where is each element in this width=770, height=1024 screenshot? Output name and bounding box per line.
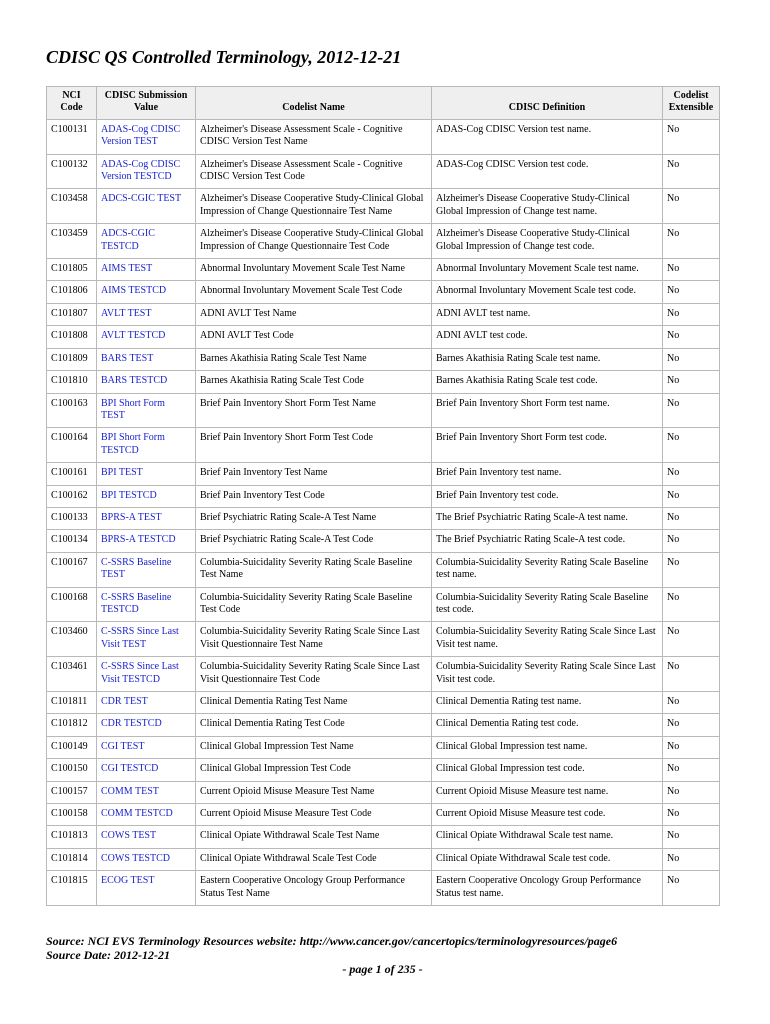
definition-cell: The Brief Psychiatric Rating Scale-A test name. [432, 507, 663, 529]
extensible-cell: No [663, 714, 720, 736]
codelist-name-cell: ADNI AVLT Test Code [196, 326, 432, 348]
table-row [47, 326, 720, 348]
nci-code-cell: C101805 [47, 259, 97, 281]
table-row [47, 224, 720, 259]
definition-cell: Abnormal Involuntary Movement Scale test name. [432, 259, 663, 281]
extensible-cell: No [663, 507, 720, 529]
codelist-name-cell: Clinical Global Impression Test Code [196, 759, 432, 781]
codelist-name-cell: Columbia-Suicidality Severity Rating Scale Since Last Visit Questionnaire Test Code [196, 657, 432, 692]
table-row [47, 507, 720, 529]
definition-cell: Columbia-Suicidality Severity Rating Scale Since Last Visit test code. [432, 657, 663, 692]
codelist-name-cell: Abnormal Involuntary Movement Scale Test Name [196, 259, 432, 281]
definition-cell: The Brief Psychiatric Rating Scale-A test code. [432, 530, 663, 552]
codelist-name-cell: Columbia-Suicidality Severity Rating Scale Baseline Test Name [196, 552, 432, 587]
definition-cell: Brief Pain Inventory Short Form test name. [432, 393, 663, 428]
header-codelist-extensible: Codelist Extensible [663, 87, 720, 120]
definition-cell: Brief Pain Inventory test name. [432, 463, 663, 485]
page-number: - page 1 of 235 - [342, 962, 423, 976]
table-header-row [47, 87, 720, 120]
nci-code-cell: C103461 [47, 657, 97, 692]
submission-value-link[interactable]: BPRS-A TESTCD [97, 530, 196, 552]
codelist-name-cell: Alzheimer's Disease Cooperative Study-Clinical Global Impression of Change Questionnaire Test Name [196, 189, 432, 224]
nci-code-cell: C101812 [47, 714, 97, 736]
definition-cell: Current Opioid Misuse Measure test name. [432, 781, 663, 803]
codelist-name-cell: Clinical Dementia Rating Test Code [196, 714, 432, 736]
submission-value-link[interactable]: AVLT TESTCD [97, 326, 196, 348]
table-row [47, 736, 720, 758]
definition-cell: ADNI AVLT test name. [432, 303, 663, 325]
codelist-name-cell: Clinical Opiate Withdrawal Scale Test Code [196, 848, 432, 870]
footer-source: Source: NCI EVS Terminology Resources website: http://www.cancer.gov/cancertopics/terminologyresources/page6 [46, 934, 618, 948]
nci-code-cell: C100131 [47, 119, 97, 154]
submission-value-link[interactable]: BPI Short Form TESTCD [97, 428, 196, 463]
extensible-cell: No [663, 622, 720, 657]
table-row [47, 463, 720, 485]
submission-value-link[interactable]: AIMS TEST [97, 259, 196, 281]
codelist-name-cell: Current Opioid Misuse Measure Test Code [196, 804, 432, 826]
codelist-name-cell: Clinical Dementia Rating Test Name [196, 692, 432, 714]
table-row [47, 692, 720, 714]
table-row [47, 428, 720, 463]
nci-code-cell: C100163 [47, 393, 97, 428]
submission-value-link[interactable]: BPI Short Form TEST [97, 393, 196, 428]
nci-code-cell: C100161 [47, 463, 97, 485]
codelist-name-cell: Abnormal Involuntary Movement Scale Test Code [196, 281, 432, 303]
definition-cell: Columbia-Suicidality Severity Rating Scale Since Last Visit test name. [432, 622, 663, 657]
definition-cell: Clinical Global Impression test code. [432, 759, 663, 781]
codelist-name-cell: Alzheimer's Disease Assessment Scale - Cognitive CDISC Version Test Code [196, 154, 432, 189]
codelist-name-cell: Columbia-Suicidality Severity Rating Scale Since Last Visit Questionnaire Test Name [196, 622, 432, 657]
definition-cell: Brief Pain Inventory test code. [432, 485, 663, 507]
extensible-cell: No [663, 348, 720, 370]
codelist-name-cell: Alzheimer's Disease Assessment Scale - Cognitive CDISC Version Test Name [196, 119, 432, 154]
table-row [47, 871, 720, 906]
definition-cell: Abnormal Involuntary Movement Scale test code. [432, 281, 663, 303]
table-row [47, 759, 720, 781]
extensible-cell: No [663, 119, 720, 154]
submission-value-link[interactable]: CDR TESTCD [97, 714, 196, 736]
nci-code-cell: C101813 [47, 826, 97, 848]
nci-code-cell: C101815 [47, 871, 97, 906]
submission-value-link[interactable]: C-SSRS Since Last Visit TESTCD [97, 657, 196, 692]
submission-value-link[interactable]: BARS TEST [97, 348, 196, 370]
nci-code-cell: C100167 [47, 552, 97, 587]
table-row [47, 530, 720, 552]
extensible-cell: No [663, 326, 720, 348]
codelist-name-cell: Brief Psychiatric Rating Scale-A Test Name [196, 507, 432, 529]
submission-value-link[interactable]: C-SSRS Baseline TEST [97, 552, 196, 587]
table-row [47, 281, 720, 303]
definition-cell: Barnes Akathisia Rating Scale test code. [432, 371, 663, 393]
table-row [47, 657, 720, 692]
definition-cell: ADNI AVLT test code. [432, 326, 663, 348]
extensible-cell: No [663, 428, 720, 463]
codelist-name-cell: Clinical Global Impression Test Name [196, 736, 432, 758]
definition-cell: Barnes Akathisia Rating Scale test name. [432, 348, 663, 370]
extensible-cell: No [663, 848, 720, 870]
nci-code-cell: C100168 [47, 587, 97, 622]
table-row [47, 781, 720, 803]
extensible-cell: No [663, 303, 720, 325]
nci-code-cell: C100133 [47, 507, 97, 529]
table-row [47, 622, 720, 657]
submission-value-link[interactable]: ADCS-CGIC TESTCD [97, 224, 196, 259]
table-row [47, 587, 720, 622]
extensible-cell: No [663, 781, 720, 803]
extensible-cell: No [663, 759, 720, 781]
definition-cell: Eastern Cooperative Oncology Group Performance Status test name. [432, 871, 663, 906]
nci-code-cell: C103459 [47, 224, 97, 259]
table-row [47, 393, 720, 428]
nci-code-cell: C101811 [47, 692, 97, 714]
extensible-cell: No [663, 224, 720, 259]
codelist-name-cell: Brief Pain Inventory Test Name [196, 463, 432, 485]
page-footer [46, 934, 719, 976]
header-cdisc-definition: CDISC Definition [432, 87, 663, 120]
submission-value-link[interactable]: BPI TESTCD [97, 485, 196, 507]
definition-cell: ADAS-Cog CDISC Version test code. [432, 154, 663, 189]
definition-cell: ADAS-Cog CDISC Version test name. [432, 119, 663, 154]
extensible-cell: No [663, 826, 720, 848]
definition-cell: Alzheimer's Disease Cooperative Study-Clinical Global Impression of Change test code. [432, 224, 663, 259]
extensible-cell: No [663, 393, 720, 428]
nci-code-cell: C101810 [47, 371, 97, 393]
submission-value-link[interactable]: BPI TEST [97, 463, 196, 485]
submission-value-link[interactable]: ECOG TEST [97, 871, 196, 906]
table-row [47, 154, 720, 189]
nci-code-cell: C101806 [47, 281, 97, 303]
definition-cell: Alzheimer's Disease Cooperative Study-Clinical Global Impression of Change test name. [432, 189, 663, 224]
submission-value-link[interactable]: COWS TEST [97, 826, 196, 848]
definition-cell: Clinical Opiate Withdrawal Scale test code. [432, 848, 663, 870]
codelist-name-cell: Current Opioid Misuse Measure Test Name [196, 781, 432, 803]
submission-value-link[interactable]: COWS TESTCD [97, 848, 196, 870]
extensible-cell: No [663, 281, 720, 303]
page-title: CDISC QS Controlled Terminology, 2012-12-21 [46, 47, 402, 67]
nci-code-cell: C100162 [47, 485, 97, 507]
table-row [47, 119, 720, 154]
nci-code-cell: C100158 [47, 804, 97, 826]
submission-value-link[interactable]: BPRS-A TEST [97, 507, 196, 529]
codelist-name-cell: Clinical Opiate Withdrawal Scale Test Name [196, 826, 432, 848]
table-row [47, 303, 720, 325]
submission-value-link[interactable]: ADCS-CGIC TEST [97, 189, 196, 224]
definition-cell: Brief Pain Inventory Short Form test code. [432, 428, 663, 463]
nci-code-cell: C100149 [47, 736, 97, 758]
nci-code-cell: C100132 [47, 154, 97, 189]
definition-cell: Clinical Global Impression test name. [432, 736, 663, 758]
table-body [47, 119, 720, 905]
nci-code-cell: C101807 [47, 303, 97, 325]
codelist-name-cell: Barnes Akathisia Rating Scale Test Code [196, 371, 432, 393]
extensible-cell: No [663, 552, 720, 587]
submission-value-link[interactable]: BARS TESTCD [97, 371, 196, 393]
extensible-cell: No [663, 189, 720, 224]
nci-code-cell: C100164 [47, 428, 97, 463]
definition-cell: Clinical Dementia Rating test name. [432, 692, 663, 714]
nci-code-cell: C100150 [47, 759, 97, 781]
table-row [47, 804, 720, 826]
definition-cell: Clinical Opiate Withdrawal Scale test name. [432, 826, 663, 848]
table-row [47, 826, 720, 848]
submission-value-link[interactable]: COMM TESTCD [97, 804, 196, 826]
nci-code-cell: C101808 [47, 326, 97, 348]
table-row [47, 259, 720, 281]
extensible-cell: No [663, 587, 720, 622]
footer-source-date: Source Date: 2012-12-21 [46, 948, 170, 962]
codelist-name-cell: Alzheimer's Disease Cooperative Study-Clinical Global Impression of Change Questionnaire Test Code [196, 224, 432, 259]
table-row [47, 714, 720, 736]
submission-value-link[interactable]: C-SSRS Since Last Visit TEST [97, 622, 196, 657]
header-nci-code: NCI Code [47, 87, 97, 120]
extensible-cell: No [663, 692, 720, 714]
extensible-cell: No [663, 736, 720, 758]
nci-code-cell: C100134 [47, 530, 97, 552]
submission-value-link[interactable]: AIMS TESTCD [97, 281, 196, 303]
nci-code-cell: C100157 [47, 781, 97, 803]
nci-code-cell: C103458 [47, 189, 97, 224]
terminology-table [46, 86, 720, 906]
codelist-name-cell: Eastern Cooperative Oncology Group Performance Status Test Name [196, 871, 432, 906]
codelist-name-cell: Columbia-Suicidality Severity Rating Scale Baseline Test Code [196, 587, 432, 622]
definition-cell: Clinical Dementia Rating test code. [432, 714, 663, 736]
definition-cell: Columbia-Suicidality Severity Rating Scale Baseline test code. [432, 587, 663, 622]
submission-value-link[interactable]: CGI TESTCD [97, 759, 196, 781]
table-row [47, 848, 720, 870]
extensible-cell: No [663, 154, 720, 189]
codelist-name-cell: Barnes Akathisia Rating Scale Test Name [196, 348, 432, 370]
header-submission-value: CDISC Submission Value [97, 87, 196, 120]
header-codelist-name: Codelist Name [196, 87, 432, 120]
submission-value-link[interactable]: CGI TEST [97, 736, 196, 758]
submission-value-link[interactable]: COMM TEST [97, 781, 196, 803]
definition-cell: Columbia-Suicidality Severity Rating Scale Baseline test name. [432, 552, 663, 587]
codelist-name-cell: ADNI AVLT Test Name [196, 303, 432, 325]
submission-value-link[interactable]: C-SSRS Baseline TESTCD [97, 587, 196, 622]
nci-code-cell: C103460 [47, 622, 97, 657]
submission-value-link[interactable]: ADAS-Cog CDISC Version TESTCD [97, 154, 196, 189]
definition-cell: Current Opioid Misuse Measure test code. [432, 804, 663, 826]
nci-code-cell: C101814 [47, 848, 97, 870]
submission-value-link[interactable]: AVLT TEST [97, 303, 196, 325]
codelist-name-cell: Brief Pain Inventory Test Code [196, 485, 432, 507]
codelist-name-cell: Brief Pain Inventory Short Form Test Name [196, 393, 432, 428]
extensible-cell: No [663, 259, 720, 281]
table-row [47, 552, 720, 587]
codelist-name-cell: Brief Pain Inventory Short Form Test Code [196, 428, 432, 463]
extensible-cell: No [663, 371, 720, 393]
table-row [47, 189, 720, 224]
extensible-cell: No [663, 463, 720, 485]
submission-value-link[interactable]: ADAS-Cog CDISC Version TEST [97, 119, 196, 154]
submission-value-link[interactable]: CDR TEST [97, 692, 196, 714]
nci-code-cell: C101809 [47, 348, 97, 370]
table-row [47, 348, 720, 370]
table-row [47, 485, 720, 507]
table-row [47, 371, 720, 393]
extensible-cell: No [663, 657, 720, 692]
extensible-cell: No [663, 530, 720, 552]
codelist-name-cell: Brief Psychiatric Rating Scale-A Test Code [196, 530, 432, 552]
extensible-cell: No [663, 804, 720, 826]
extensible-cell: No [663, 871, 720, 906]
extensible-cell: No [663, 485, 720, 507]
